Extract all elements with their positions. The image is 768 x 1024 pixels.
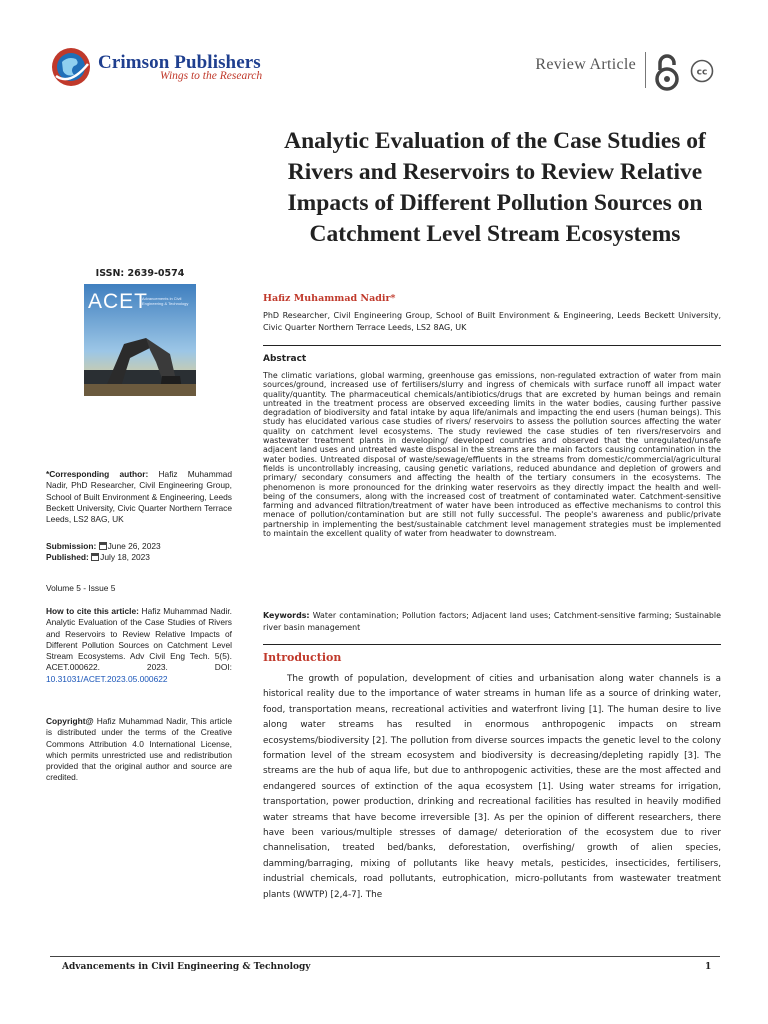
author-name: Hafiz Muhammad Nadir*	[263, 293, 396, 304]
doi-label: DOI:	[214, 662, 232, 673]
article-title: Analytic Evaluation of the Case Studies of Rivers and Reservoirs to Review Relative Impacts of Different Pollution Sources on Catchment Level Stream Ecosystems	[284, 128, 706, 247]
introduction-text: The growth of population, development of cities and urbanisation along water channels is a historical reality due to the importance of water streams in human life as a source of drinking water, food, transportation means, recreational activities and waterfront living [1]. The human desire to live along water streams has resulted in enormous anthropogenic impacts on stream ecosystems/biodiversity [2]. The pollution from diverse sources impacts the genetic level to the colony formation level of the stream ecosystem and biodiversity is decreasing/depleting rapidly [3]. The streams are the hub of aqua life, but due to anthropogenic activities, these are the most affected and endangered sources of extinction of the aqua ecosystem [1]. Using water streams for irrigation, transportation, power production, drinking and recreational facilities has resulted in heavily modified water streams that have become irreversible [3]. As per the opinion of different researchers, there have been various/multiple stresses of damage/ deterioration of the ecosystem due to river channelisation, treated bed/banks, deforestation, overfishing/ growth of alien species, damming/barraging, mixing of pollutants like heavy metals, pesticides, insecticides, fertilisers, industrial chemicals, road pollutants, eutrophication, micro-pollutants from wastewater treatment plants (WWTP) [2,4-7]. The	[263, 674, 721, 900]
published-label: Published:	[46, 552, 89, 563]
footer-journal-name: Advancements in Civil Engineering & Technology	[62, 962, 311, 972]
issn: ISSN: 2639-0574	[95, 268, 185, 279]
footer-rule	[50, 956, 720, 957]
calendar-icon	[99, 542, 107, 550]
crimson-globe-logo-icon	[50, 46, 92, 88]
page-number: 1	[705, 962, 712, 972]
corresponding-text: Hafiz Muhammad Nadir, PhD Researcher, Civil Engineering Group, School of Built Environment & Engineering, Leeds Beckett University, Civic Quarter Northern Terrace Leeds, LS2 8AG, UK	[46, 469, 232, 525]
author-affiliation: PhD Researcher, Civil Engineering Group, School of Built Environment & Engineering, Leeds Beckett University, Civic Quarter Northern Terrace Leeds, LS2 8AG, UK	[263, 311, 721, 332]
published-date: July 18, 2023	[100, 552, 150, 563]
published-row	[46, 552, 232, 563]
publisher-name: Crimson Publishers	[98, 52, 261, 73]
doi-link[interactable]: 10.31031/ACET.2023.05.000622	[46, 673, 168, 684]
abstract-text: The climatic variations, global warming, greenhouse gas emissions, non-regulated extraction of water from main sources/ground, increased use of fertilisers/slurry and ingress of chemicals with surface runoff all impact water quality/quantity. The pharmaceutical chemicals/antibiotics/drugs that are excreted by human beings and remain untreated in the treatment process are observed exceeding limits in the water bodies, causing further passive degradation of biodiversity and fatal intake by aqua life/animals and impacting the end users (human beings). This study has elucidated various case studies of rivers/ reservoirs to assess the pollution sources affecting the water quality on catchment level ecosystems. The study reviewed the case studies of ten rivers/reservoirs and wastewater treatment plants in developing/ developed countries and observed that the unregulated/unsafe adjacent land uses and untreated waste disposal in the streams are the main factors causing contamination in the water bodies. Untreated disposal of waste/sewage/effluents in the streams from domestic/commercial/agricultural fields is uncontrollably increasing, causing genetic variations, reduced abundance and depletion of growers and primary/ secondary consumers and affecting the health of the tertiary consumers in the ecosystems. The phenomenon is more pronounced for the drinking water reservoirs as they directly impact the health and well-being of the consumers, along with the increased cost of treatment of contaminated water. Catchment-sensitive farming and advanced filtration/treatment of water have been introduced as effective mechanisms to control this menace of pollution/contamination but are still not fully successful. The people's awareness and public/private partnership in implementing the best/sustainable catchment level management strategies must be implemented to maintain the excellent quality of water from headwater to downstream.	[263, 371, 721, 539]
abstract-heading: Abstract	[263, 354, 307, 364]
introduction-heading: Introduction	[263, 651, 342, 664]
copyright-text: Hafiz Muhammad Nadir, This article is distributed under the terms of the Creative Commons Attribution 4.0 International License, which permits unrestricted use and redistribution provided that the original author and source are credited.	[46, 716, 233, 783]
volume-issue: Volume 5 - Issue 5	[46, 583, 116, 593]
calendar-icon	[91, 553, 99, 561]
article-dates	[46, 541, 232, 564]
svg-text:cc: cc	[696, 67, 708, 78]
header-divider	[645, 52, 646, 88]
journal-cover-image	[84, 284, 196, 396]
abstract-bottom-rule	[263, 644, 721, 645]
keywords-label: Keywords:	[263, 611, 310, 620]
submission-date: June 26, 2023	[107, 541, 161, 551]
abstract-top-rule	[263, 345, 721, 346]
article-type: Review Article	[535, 56, 636, 73]
corresponding-label: *Corresponding author:	[46, 469, 149, 479]
copyright	[46, 716, 232, 784]
copyright-label: Copyright@	[46, 716, 94, 726]
corresponding-author	[46, 469, 232, 525]
cite-label: How to cite this article:	[46, 606, 139, 616]
publisher-tagline: Wings to the Research	[160, 70, 263, 82]
submission-label: Submission:	[46, 541, 97, 551]
keywords-text: Water contamination; Pollution factors; Adjacent land uses; Catchment-sensitive farming; Sustainable river basin management	[263, 611, 721, 632]
creative-commons-icon	[690, 59, 714, 83]
cover-acronym: ACET	[88, 290, 149, 313]
open-access-icon	[651, 52, 683, 92]
cite-text: Hafiz Muhammad Nadir. Analytic Evaluation of the Case Studies of Rivers and Reservoirs to Review Relative Impacts of Different Pollution Sources on Catchment Level Stream Ecosystems. Adv Civil Eng Tech. 5(5). ACET.000622. 2023.	[46, 606, 232, 673]
keywords	[263, 610, 721, 633]
submission-row	[46, 541, 232, 552]
how-to-cite	[46, 606, 232, 685]
cover-subtitle: Advancements in Civil Engineering & Technology	[142, 296, 189, 306]
